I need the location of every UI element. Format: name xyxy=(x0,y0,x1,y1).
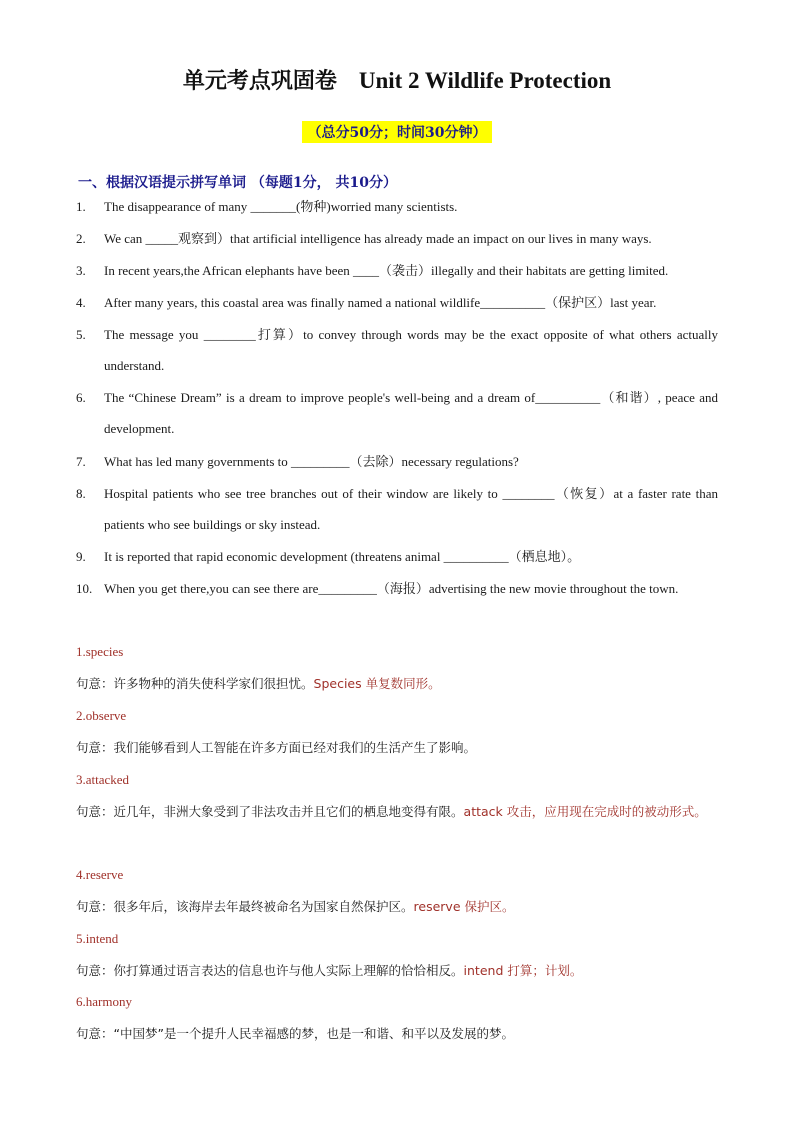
question-number: 4. xyxy=(76,295,86,310)
explanation-note: intend 打算；计划。 xyxy=(463,963,583,978)
explanation-note: reserve 保护区。 xyxy=(413,899,515,914)
question-number: 1. xyxy=(76,199,86,214)
answer-explanation xyxy=(76,732,722,764)
explanation-label: 句意： xyxy=(76,740,114,755)
question-item xyxy=(76,478,718,540)
answer-key: 1.species xyxy=(76,644,124,659)
question-number: 6. xyxy=(76,390,86,405)
question-text: What has led many governments to _________（去除）necessary regulations? xyxy=(104,454,519,469)
question-text: In recent years,the African elephants have been ____（袭击）illegally and their habitats are getting limited. xyxy=(104,263,669,278)
question-text: The message you ________打算）to convey through words may be the exact opposite of what others actually understand. xyxy=(104,327,718,373)
question-item xyxy=(76,446,718,477)
explanation-body: 近几年，非洲大象受到了非法攻击并且它们的栖息地变得有限。 xyxy=(113,804,464,819)
question-item xyxy=(76,191,718,222)
question-item xyxy=(76,319,718,381)
explanation-body: 很多年后，该海岸去年最终被命名为国家自然保护区。 xyxy=(113,899,414,914)
question-text: The “Chinese Dream” is a dream to improve people's well-being and a dream of__________（和谐）, peace and development. xyxy=(104,390,718,436)
question-number: 9. xyxy=(76,549,86,564)
question-item xyxy=(76,573,718,604)
answer-key: 6.harmony xyxy=(76,994,132,1009)
question-text: It is reported that rapid economic development (threatens animal __________（栖息地）。 xyxy=(104,549,581,564)
question-text: After many years, this coastal area was finally named a national wildlife__________（保护区）last year. xyxy=(104,295,657,310)
page-title xyxy=(0,64,794,95)
title-zh: 单元考点巩固卷 xyxy=(182,68,337,94)
explanation-note: Species 单复数同形。 xyxy=(313,676,441,691)
question-item xyxy=(76,382,718,444)
answer-key: 4.reserve xyxy=(76,867,124,882)
title-en: Unit 2 Wildlife Protection xyxy=(358,68,612,93)
explanation-label: 句意： xyxy=(76,804,114,819)
question-text: When you get there,you can see there are_________（海报）advertising the new movie throughout the town. xyxy=(104,581,679,596)
question-item xyxy=(76,223,718,254)
question-number: 5. xyxy=(76,327,86,342)
answer-key: 2.observe xyxy=(76,708,127,723)
answer-explanation xyxy=(76,796,722,828)
question-text: The disappearance of many _______(物种)worried many scientists. xyxy=(104,199,458,214)
question-number: 8. xyxy=(76,486,86,501)
explanation-body: 你打算通过语言表达的信息也许与他人实际上理解的恰恰相反。 xyxy=(113,963,464,978)
section-heading: 一、根据汉语提示拼写单词 （每题1分， 共10分） xyxy=(78,175,397,191)
question-text: Hospital patients who see tree branches out of their window are likely to ________（恢复）at a faster rate than patients who see buildings or sky instead. xyxy=(104,486,718,532)
answer-explanation xyxy=(76,891,722,923)
explanation-label: 句意： xyxy=(76,963,114,978)
explanation-note: attack 攻击，应用现在完成时的被动形式。 xyxy=(463,804,707,819)
answer-key: 3.attacked xyxy=(76,772,130,787)
answer-key: 5.intend xyxy=(76,931,119,946)
answer-explanation xyxy=(76,668,722,700)
question-number: 3. xyxy=(76,263,86,278)
question-number: 2. xyxy=(76,231,86,246)
question-number: 7. xyxy=(76,454,86,469)
explanation-body: 许多物种的消失使科学家们很担忧。 xyxy=(113,676,314,691)
explanation-label: 句意： xyxy=(76,676,114,691)
question-item xyxy=(76,255,718,286)
explanation-body: “中国梦”是一个提升人民幸福感的梦，也是一和谐、和平以及发展的梦。 xyxy=(113,1026,514,1041)
question-item xyxy=(76,541,718,572)
question-item xyxy=(76,287,718,318)
question-number: 10. xyxy=(76,581,93,596)
explanation-label: 句意： xyxy=(76,1026,114,1041)
answer-explanation xyxy=(76,1018,722,1050)
explanation-label: 句意： xyxy=(76,899,114,914)
question-text: We can _____观察到）that artificial intelligence has already made an impact on our lives in many ways. xyxy=(104,231,652,246)
explanation-body: 我们能够看到人工智能在许多方面已经对我们的生活产生了影响。 xyxy=(113,740,477,755)
score-note: （总分50分；时间30分钟） xyxy=(302,121,493,143)
score-note-wrap xyxy=(0,121,794,143)
answer-explanation xyxy=(76,955,722,987)
